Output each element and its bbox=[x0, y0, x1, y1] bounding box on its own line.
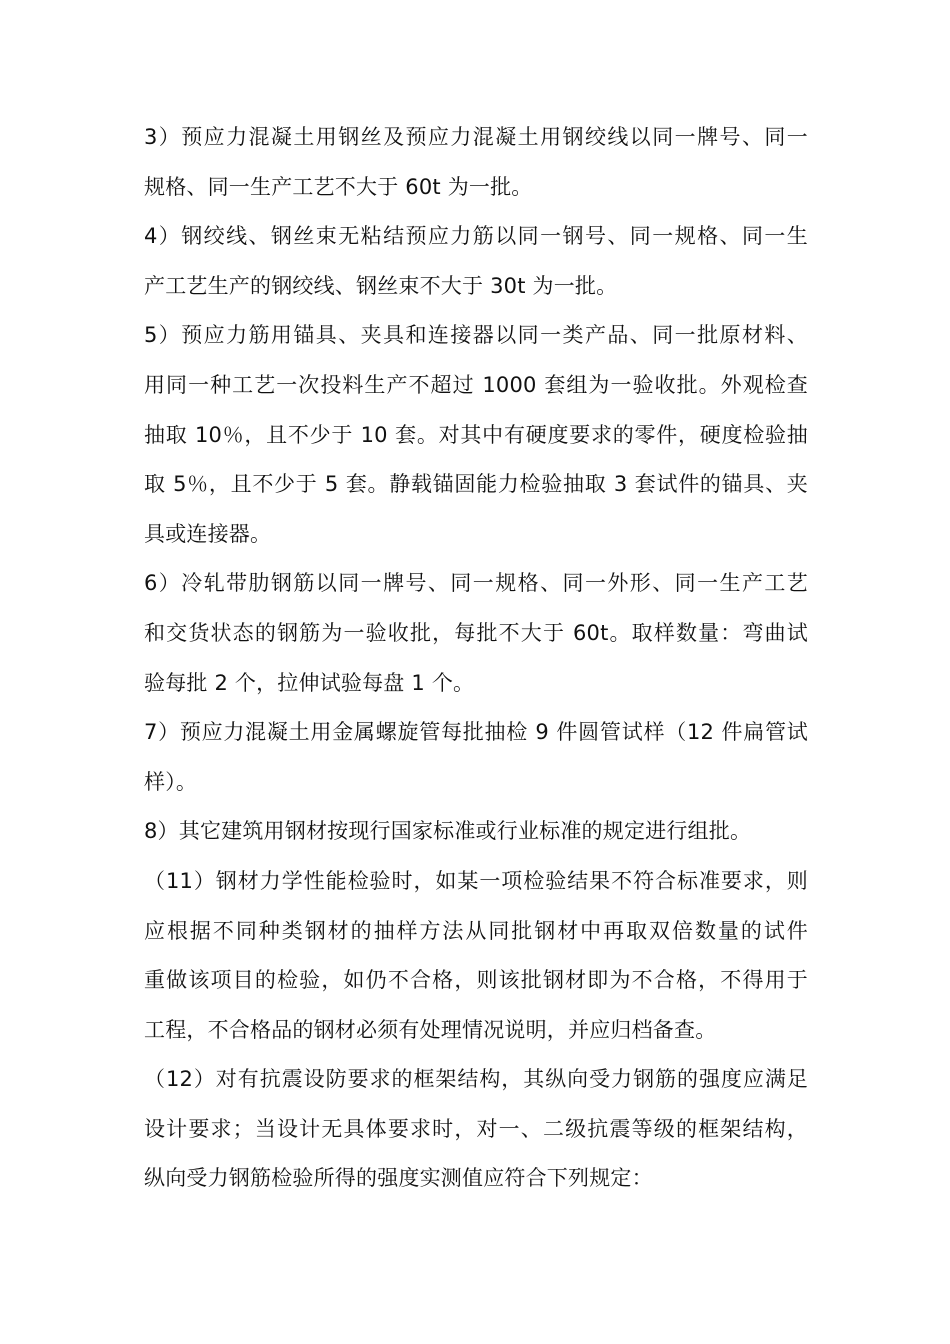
text-line: 纵向受力钢筋检验所得的强度实测值应符合下列规定： bbox=[144, 1166, 653, 1191]
text-line: 取 5％，且不少于 5 套。静载锚固能力检验抽取 3 套试件的锚具、夹 bbox=[144, 472, 808, 497]
body-text bbox=[144, 113, 808, 1204]
text-line: 抽取 10％，且不少于 10 套。对其中有硬度要求的零件，硬度检验抽 bbox=[144, 422, 808, 447]
text-line: 和交货状态的钢筋为一验收批，每批不大于 60t。取样数量：弯曲试 bbox=[144, 620, 808, 645]
text-line: （12）对有抗震设防要求的框架结构，其纵向受力钢筋的强度应满足 bbox=[144, 1067, 808, 1092]
text-line: 验每批 2 个，拉伸试验每盘 1 个。 bbox=[144, 670, 475, 695]
text-line: 应根据不同种类钢材的抽样方法从同批钢材中再取双倍数量的试件 bbox=[144, 918, 808, 943]
text-line: （11）钢材力学性能检验时，如某一项检验结果不符合标准要求，则 bbox=[144, 868, 808, 893]
text-line: 用同一种工艺一次投料生产不超过 1000 套组为一验收批。外观检查 bbox=[144, 372, 808, 397]
text-line: 设计要求；当设计无具体要求时，对一、二级抗震等级的框架结构， bbox=[144, 1116, 808, 1141]
text-line: 8）其它建筑用钢材按现行国家标准或行业标准的规定进行组批。 bbox=[144, 819, 752, 844]
text-line: 6）冷轧带肋钢筋以同一牌号、同一规格、同一外形、同一生产工艺 bbox=[144, 571, 808, 596]
text-line: 5）预应力筋用锚具、夹具和连接器以同一类产品、同一批原材料、 bbox=[144, 323, 808, 348]
text-line: 规格、同一生产工艺不大于 60t 为一批。 bbox=[144, 174, 533, 199]
text-line: 7）预应力混凝土用金属螺旋管每批抽检 9 件圆管试样（12 件扁管试 bbox=[144, 720, 808, 745]
text-line: 工程，不合格品的钢材必须有处理情况说明，并应归档备查。 bbox=[144, 1017, 717, 1042]
text-line: 具或连接器。 bbox=[144, 521, 272, 546]
text-line: 样）。 bbox=[144, 769, 198, 794]
text-line: 重做该项目的检验，如仍不合格，则该批钢材即为不合格，不得用于 bbox=[144, 968, 808, 993]
text-line: 3）预应力混凝土用钢丝及预应力混凝土用钢绞线以同一牌号、同一 bbox=[144, 125, 808, 149]
text-line: 产工艺生产的钢绞线、钢丝束不大于 30t 为一批。 bbox=[144, 273, 618, 298]
text-line: 4）钢绞线、钢丝束无粘结预应力筋以同一钢号、同一规格、同一生 bbox=[144, 224, 808, 249]
